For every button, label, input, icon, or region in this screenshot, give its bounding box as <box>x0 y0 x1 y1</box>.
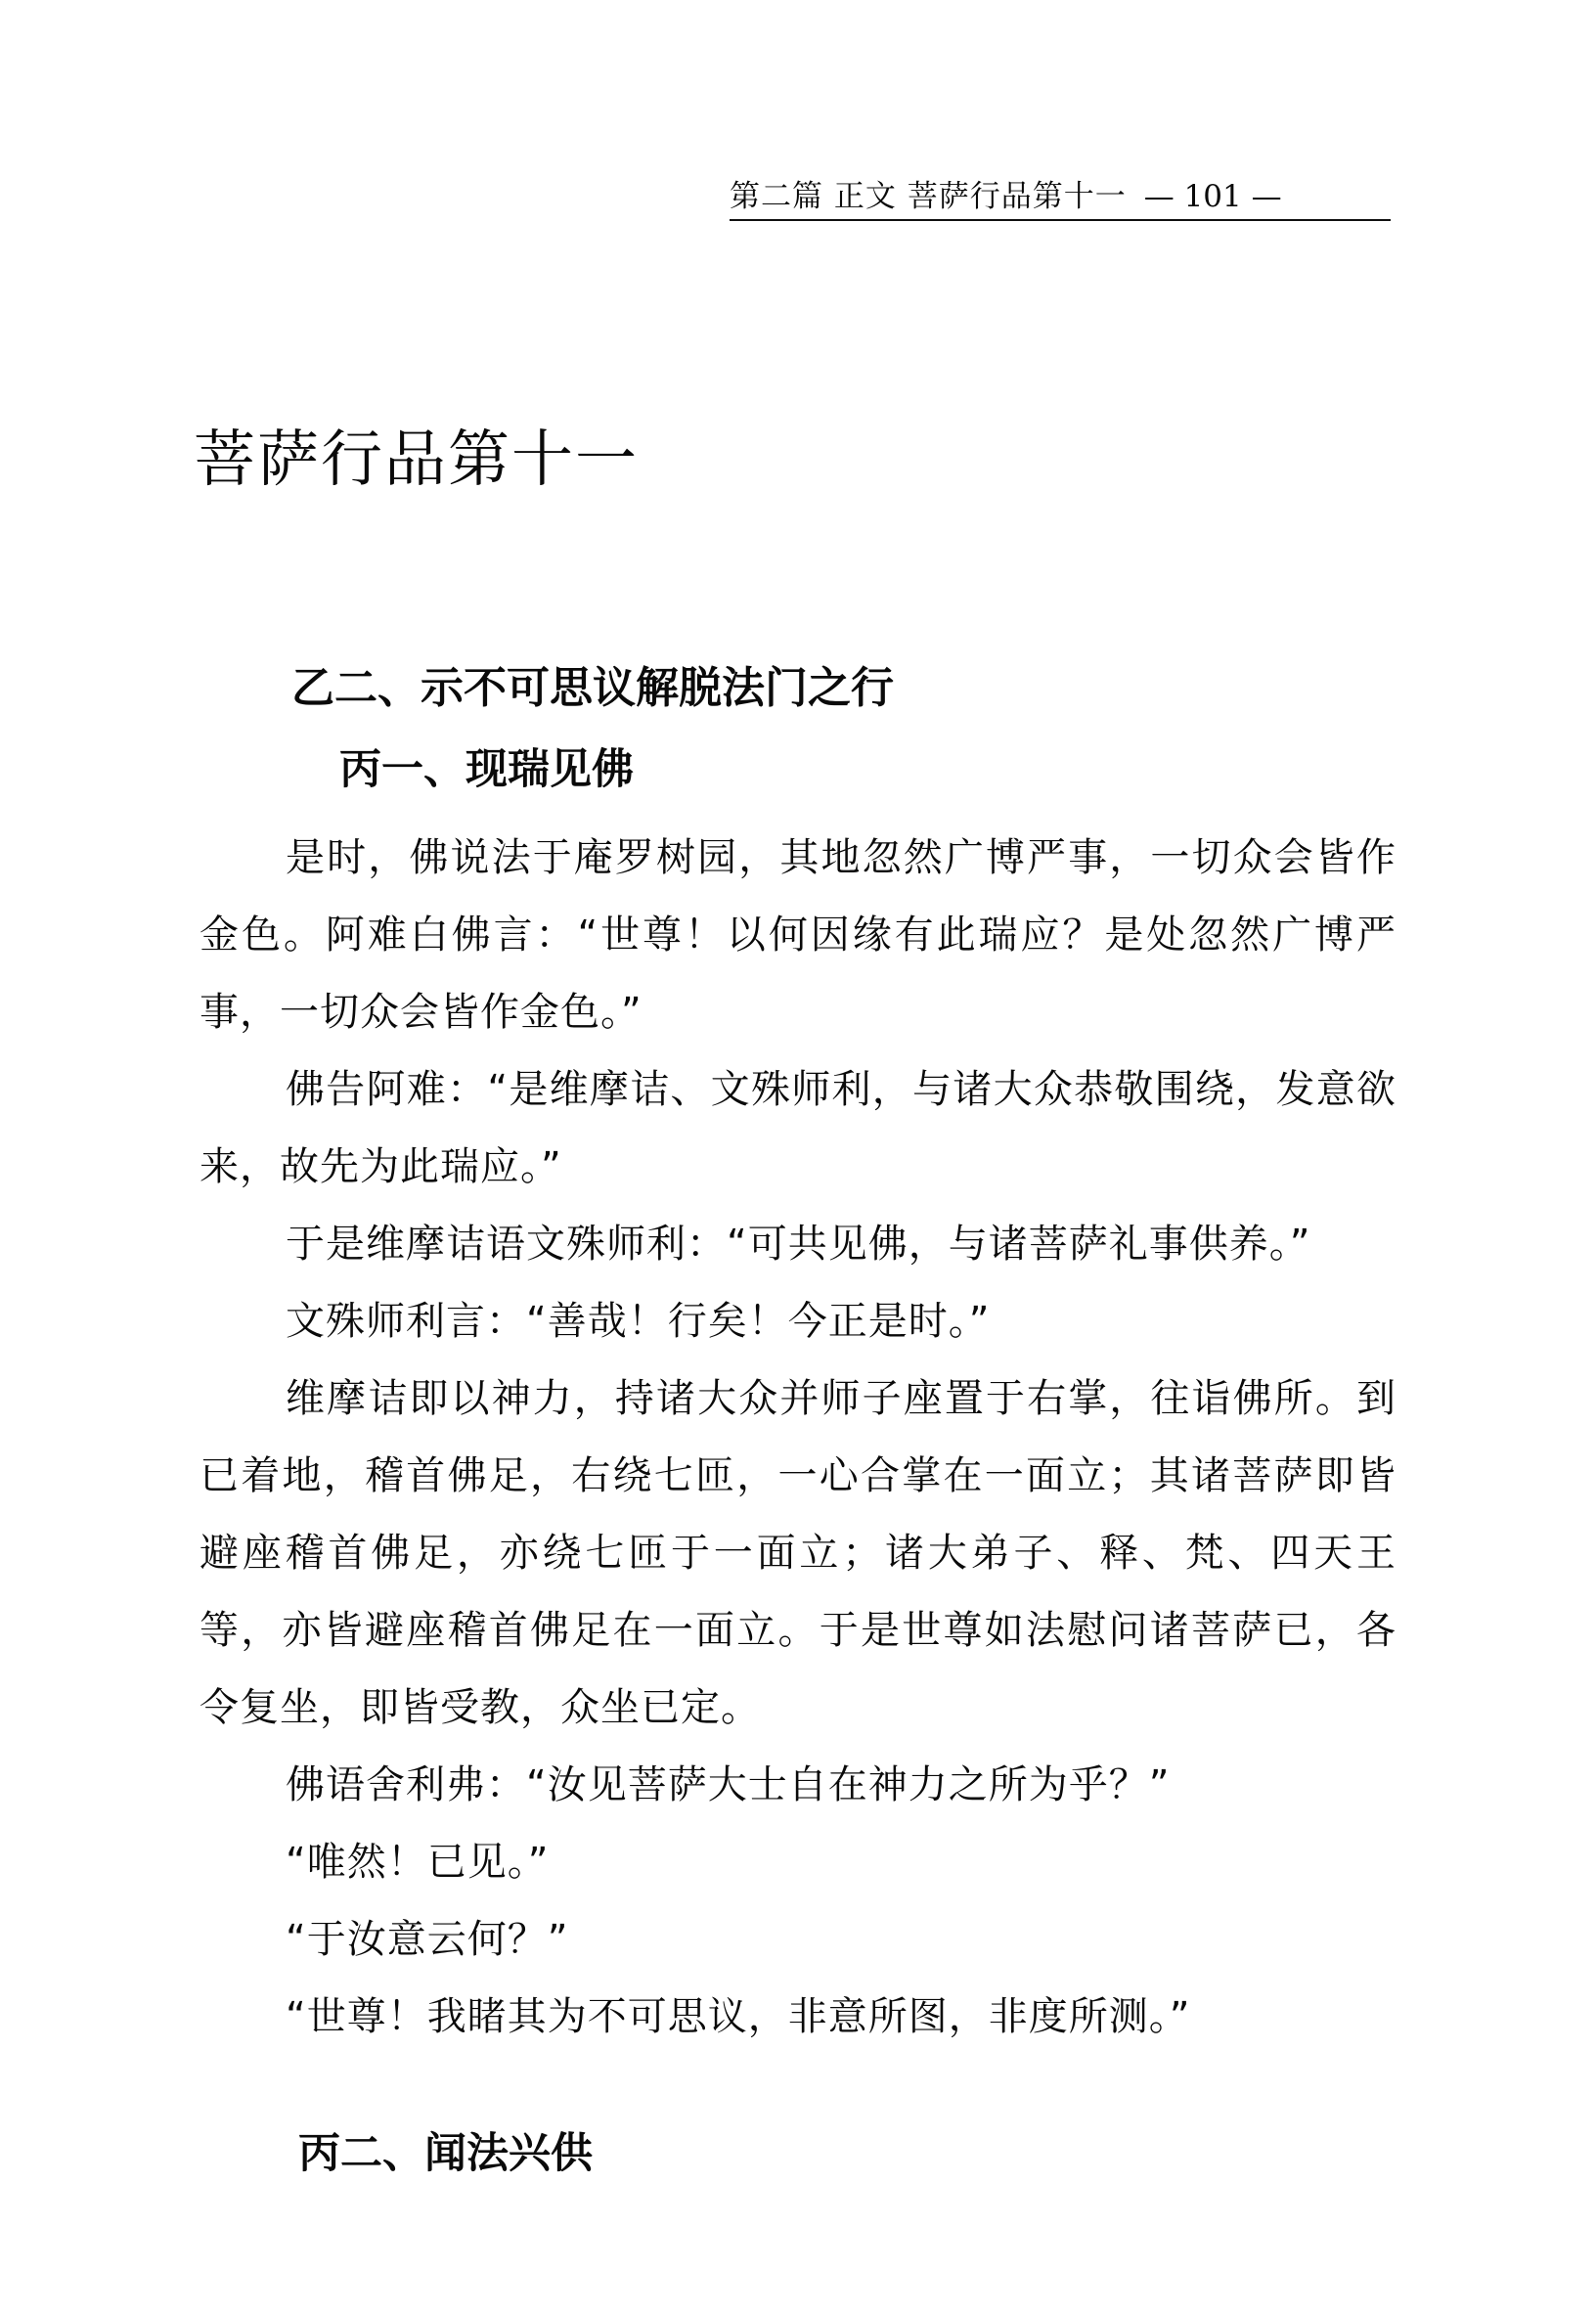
paragraph: 维摩诘即以神力，持诸大众并师子座置于右掌，往诣佛所。到已着地，稽首佛足，右绕七匝，一心合掌在一面立；其诸菩萨即皆避座稽首佛足，亦绕七匝于一面立；诸大弟子、释、梵、四天王等，亦皆避座稽首佛足在一面立。于是世尊如法慰问诸菩萨已，各令复坐，即皆受教，众坐已定。 <box>200 1376 1396 1730</box>
chapter-title: 菩萨行品第十一 <box>194 423 639 495</box>
paragraph: “世尊！我睹其为不可思议，非意所图，非度所测。” <box>286 1994 1191 2039</box>
section-heading-bing2: 丙二、闻法兴供 <box>298 2129 593 2178</box>
section-heading-yi2: 乙二、示不可思议解脱法门之行 <box>291 663 894 713</box>
paragraph: 佛告阿难：“是维摩诘、文殊师利，与诸大众恭敬围绕，发意欲来，故先为此瑞应。” <box>200 1067 1396 1189</box>
paragraph: “于汝意云何？” <box>286 1917 569 1962</box>
paragraph: 是时，佛说法于庵罗树园，其地忽然广博严事，一切众会皆作金色。阿难白佛言：“世尊！以何因缘有此瑞应？是处忽然广博严事，一切众会皆作金色。” <box>200 835 1396 1035</box>
paragraph: 佛语舍利弗：“汝见菩萨大士自在神力之所为乎？” <box>286 1762 1171 1807</box>
running-title: 第二篇 正文 菩萨行品第十一 <box>730 179 1127 214</box>
paragraph: “唯然！已见。” <box>286 1840 550 1885</box>
running-header <box>730 174 1391 221</box>
page-number: — 101 — <box>1143 179 1282 214</box>
paragraph: 于是维摩诘语文殊师利：“可共见佛，与诸菩萨礼事供养。” <box>286 1222 1311 1267</box>
paragraph: 文殊师利言：“善哉！行矣！今正是时。” <box>286 1299 991 1344</box>
section-heading-bing1: 丙一、现瑞见佛 <box>339 745 634 794</box>
body-text <box>200 820 1396 2056</box>
